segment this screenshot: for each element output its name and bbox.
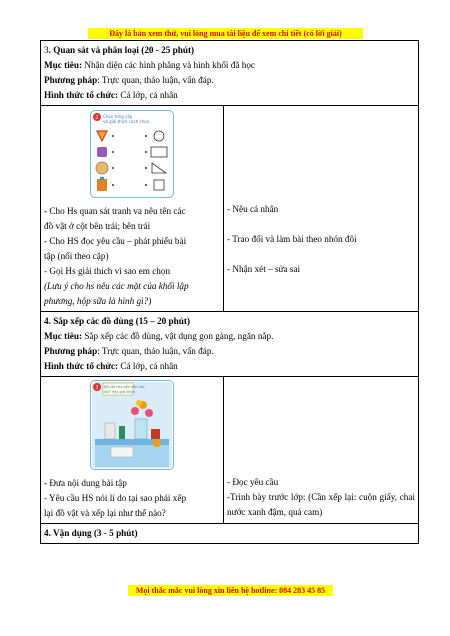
section3-header-row bbox=[41, 41, 419, 106]
section4-organization: Hình thức tổ chức: Cá lớp, cá nhân bbox=[44, 361, 178, 371]
svg-text:sai? Hãy giải thích.: sai? Hãy giải thích. bbox=[104, 390, 137, 394]
s3-teacher-line-3: - Cho HS đọc yêu cầu – phát phiếu bài bbox=[44, 236, 187, 246]
arrangement-figure bbox=[90, 380, 174, 470]
section4-student-cell bbox=[224, 377, 419, 524]
footer-notice: Mọi thắc mắc vui lòng xin liên hệ hotline: 084 283 45 85 bbox=[128, 585, 333, 596]
s3-blank bbox=[227, 217, 415, 232]
s3-teacher-line-5: - Gọi Hs giải thích vì sao em chọn bbox=[44, 266, 171, 276]
section4-header-row bbox=[41, 312, 419, 377]
svg-text:và giải thích cách chọn.: và giải thích cách chọn. bbox=[103, 119, 151, 124]
s3-student-line-2: - Trao đổi và làm bài theo nhón đôi bbox=[227, 234, 357, 244]
section3-goal: Mục tiêu: Nhận diện các hình phẳng và hình khối đã học bbox=[44, 60, 255, 70]
s3-teacher-note: (Lưu ý cho hs nêu các mặt của khối lập phương, hộp sữa là hình gì?) bbox=[44, 281, 189, 306]
svg-text:2: 2 bbox=[95, 115, 99, 121]
section3-body-row bbox=[41, 106, 419, 312]
section3-student-cell bbox=[224, 106, 419, 312]
s3-teacher-line-4: tập (nối theo cặp) bbox=[44, 251, 109, 261]
section4-body-row bbox=[41, 377, 419, 524]
s4-teacher-line-2: - Yêu cầu HS nói lí do tại sao phải xếp bbox=[44, 493, 187, 503]
svg-text:Chọn từng cặp: Chọn từng cặp bbox=[103, 114, 133, 119]
s3-teacher-line-1: - Cho Hs quan sát tranh va nêu tên các bbox=[44, 206, 186, 216]
section4-method: Phương pháp: Trực quan, thảo luận, vấn đáp. bbox=[44, 346, 214, 356]
svg-text:3: 3 bbox=[95, 385, 99, 391]
s3-student-line-3: - Nhận xét – sửa sai bbox=[227, 264, 301, 274]
section3-teacher-cell bbox=[41, 106, 224, 312]
section3-title: 3. Quan sát và phân loại (20 - 25 phút) bbox=[44, 45, 195, 55]
shape-matching-figure bbox=[90, 110, 174, 198]
s4-student-line-2: -Trình bày trước lớp: (Cần xếp lại: cuộn giấy, chai nước xanh đậm, quả cam) bbox=[227, 492, 415, 517]
section5-title: 4. Vận dụng (3 - 5 phút) bbox=[44, 528, 138, 538]
section4-goal: Mục tiêu: Sắp xếp các đồ dùng, vật dụng gọn gàng, ngăn nắp. bbox=[44, 331, 274, 341]
s4-teacher-line-1: - Đưa nội dung bài tập bbox=[44, 478, 127, 488]
section3-organization: Hình thức tổ chức: Cá lớp, cá nhân bbox=[44, 90, 178, 100]
section4-teacher-cell bbox=[41, 377, 224, 524]
section3-method: Phương pháp: Trực quan, thảo luận, vấn đáp. bbox=[44, 75, 214, 85]
svg-text:Đồ vật nào bên xếp vào: Đồ vật nào bên xếp vào bbox=[104, 385, 145, 389]
s3-blank-2 bbox=[227, 247, 415, 262]
s3-student-line-1: - Nêu cá nhân bbox=[227, 204, 279, 214]
s3-teacher-line-2: đồ vật ở cột bên trái; bên trái bbox=[44, 221, 151, 231]
s4-student-line-1: - Đọc yêu cầu bbox=[227, 477, 279, 487]
header-notice: Đây là bản xem thử, vui lòng mua tài liệu để xem chi tiết (có lời giải) bbox=[88, 28, 363, 39]
s4-teacher-line-3: lại đồ vật và xếp lại như thế nào? bbox=[44, 508, 166, 518]
section4-title: 4. Sắp xếp các đồ dùng (15 – 20 phút) bbox=[44, 316, 191, 326]
lesson-table bbox=[40, 40, 419, 544]
section5-header-row bbox=[41, 524, 419, 544]
